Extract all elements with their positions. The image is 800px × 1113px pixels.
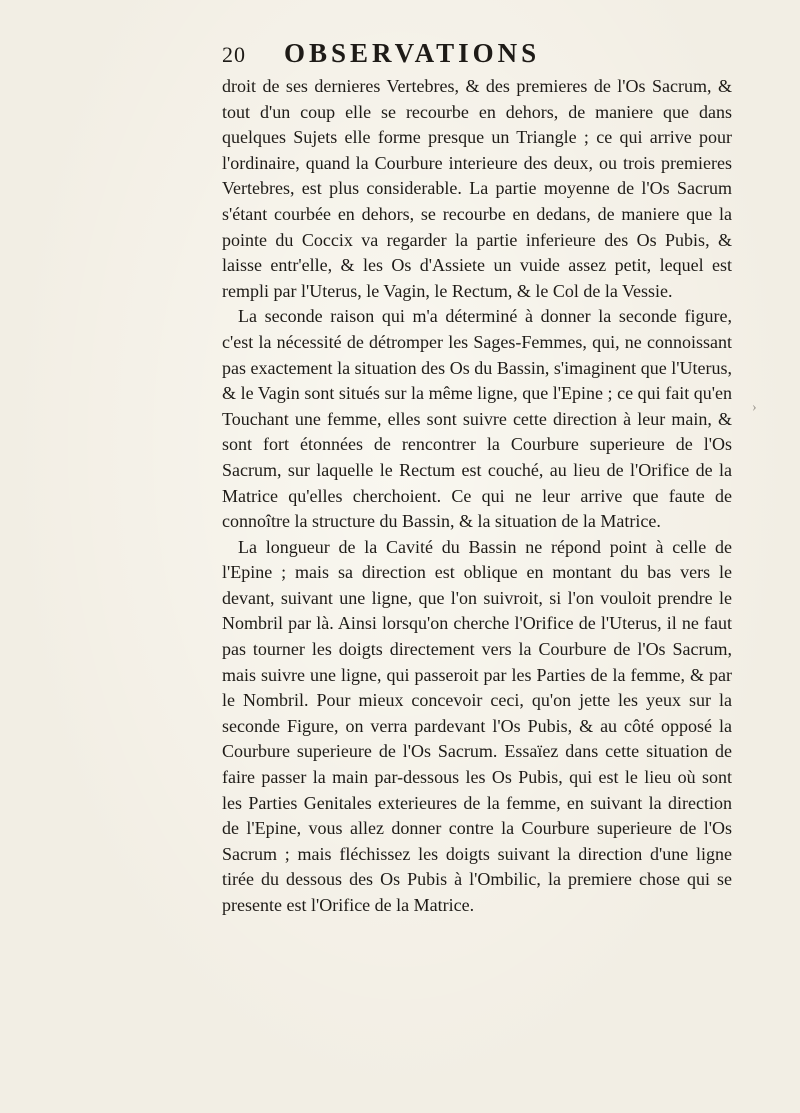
body-text xyxy=(222,74,732,919)
paragraph-2: La seconde raison qui m'a déterminé à donner la seconde figure, c'est la nécessité de détromper les Sages-Femmes, qui, ne connoissant pas exactement la situation des Os du Bassin, s'imaginent que l'Uterus, & le Vagin sont situés sur la même ligne, que l'Epine ; ce qui fait qu'en Touchant une femme, elles sont suivre cette direction à leur main, & sont fort étonnées de rencontrer la Courbure superieure de l'Os Sacrum, sur laquelle le Rectum est couché, au lieu de l'Orifice de la Matrice qu'elles cherchoient. Ce qui ne leur arrive que faute de connoître la structure du Bassin, & la situation de la Matrice. xyxy=(222,306,732,532)
page-number: 20 xyxy=(222,42,246,67)
page-header xyxy=(222,38,800,72)
running-title: OBSERVATIONS xyxy=(284,38,541,68)
paragraph-1: droit de ses dernieres Vertebres, & des premieres de l'Os Sacrum, & tout d'un coup elle se recourbe en dehors, de maniere que dans quelques Sujets elle forme presque un Triangle ; ce qui arrive pour l'ordinaire, quand la Courbure interieure des deux, ou trois premieres Vertebres, est plus considerable. La partie moyenne de l'Os Sacrum s'étant courbée en dehors, se recourbe en dedans, de maniere que la pointe du Coccix va regarder la partie inferieure des Os Pubis, & laisse entr'elle, & les Os d'Assiete un vuide assez petit, lequel est rempli par l'Uterus, le Vagin, le Rectum, & le Col de la Vessie. xyxy=(222,76,732,301)
paragraph-3: La longueur de la Cavité du Bassin ne répond point à celle de l'Epine ; mais sa direction est oblique en montant du bas vers le devant, suivant une ligne, que l'on suivroit, si l'on vouloit prendre le Nombril par là. Ainsi lorsqu'on cherche l'Orifice de l'Uterus, il ne faut pas tourner les doigts directement vers la Courbure de l'Os Sacrum, mais suivre une ligne, qui passeroit par les Parties de la femme, & par le Nombril. Pour mieux concevoir ceci, qu'on jette les yeux sur la seconde Figure, on verra pardevant l'Os Pubis, & au côté opposé la Courbure superieure de l'Os Sacrum. Essaïez dans cette situation de faire passer la main par-dessous les Os Pubis, qui est le lieu où sont les Parties Genitales exterieures de la femme, en suivant la direction de l'Epine, vous allez donner contre la Courbure superieure de l'Os Sacrum ; mais fléchissez les doigts suivant la direction d'une ligne tirée du dessous des Os Pubis à l'Ombilic, la premiere chose qui se presente est l'Orifice de la Matrice. xyxy=(222,536,732,915)
margin-mark: › xyxy=(752,400,757,415)
